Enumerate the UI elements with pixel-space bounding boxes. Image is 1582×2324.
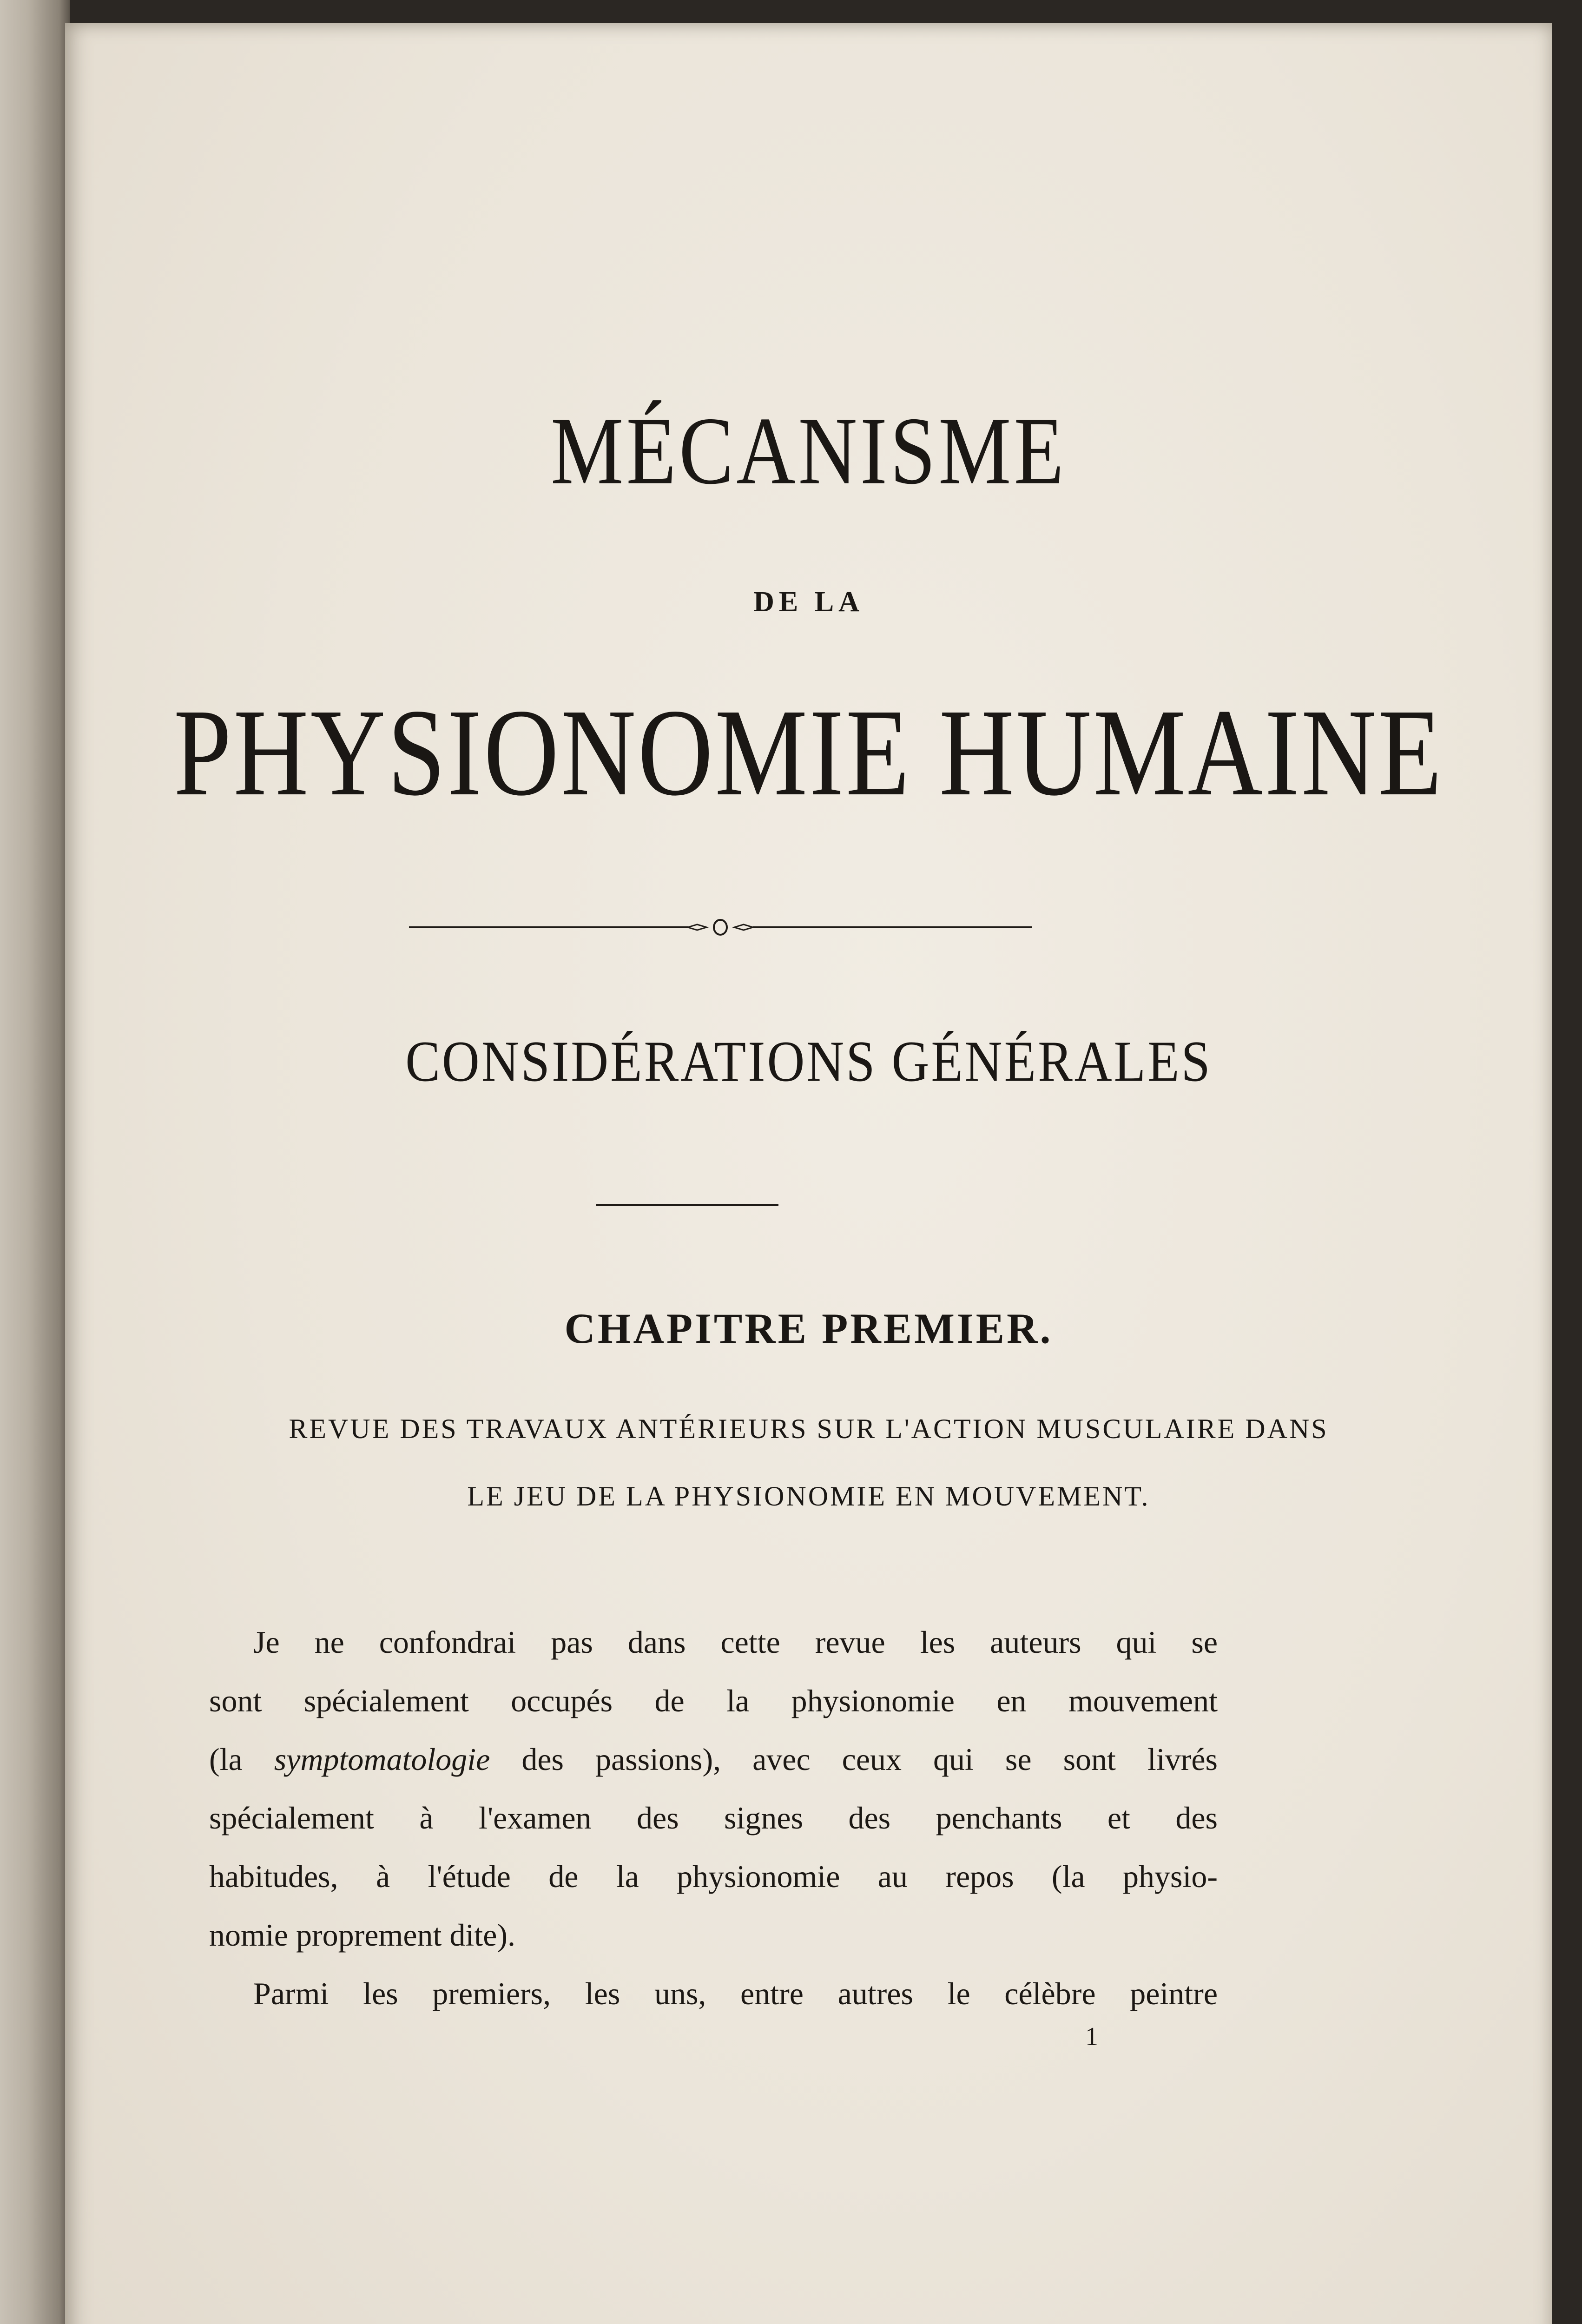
page-number: 1: [1085, 2022, 1098, 2051]
title-line-mecanisme: MÉCANISME: [550, 397, 1067, 505]
paragraph-line: [209, 1730, 1218, 1789]
paragraph-line: Parmi les premiers, les uns, entre autres le célèbre peintre: [253, 1976, 1218, 2011]
paragraph-line: nomie proprement dite).: [209, 1917, 516, 1953]
chapter-heading: CHAPITRE PREMIER.: [564, 1305, 1053, 1352]
chapter-subheading-line1: REVUE DES TRAVAUX ANTÉRIEURS SUR L'ACTION MUSCULAIRE DANS: [289, 1413, 1329, 1444]
paragraph-line: Je ne confondrai pas dans cette revue les auteurs qui se: [253, 1624, 1218, 1660]
ornamental-divider: [409, 918, 1032, 937]
emphasis-text: symptomatologie: [274, 1742, 490, 1777]
book-page: [65, 23, 1552, 2324]
text-span: (la: [209, 1742, 274, 1777]
text-span: des passions), avec ceux qui se sont livrés: [490, 1742, 1218, 1777]
title-line-physionomie-humaine: PHYSIONOMIE HUMAINE: [173, 683, 1444, 822]
paragraph-line: spécialement à l'examen des signes des penchants et des: [209, 1800, 1218, 1835]
title-line-de-la: DE LA: [753, 586, 864, 618]
paragraph-2: [209, 1964, 1218, 2023]
book-spine: [0, 0, 70, 2324]
paragraph-line: habitudes, à l'étude de la physionomie au repos (la physio-: [209, 1859, 1218, 1894]
short-rule-divider: [596, 1204, 778, 1206]
paragraph-line: sont spécialement occupés de la physionomie en mouvement: [209, 1683, 1218, 1718]
chapter-subheading-line2: LE JEU DE LA PHYSIONOMIE EN MOUVEMENT.: [467, 1481, 1150, 1512]
paragraph-1: [209, 1613, 1218, 1964]
section-heading: CONSIDÉRATIONS GÉNÉRALES: [405, 1029, 1212, 1094]
